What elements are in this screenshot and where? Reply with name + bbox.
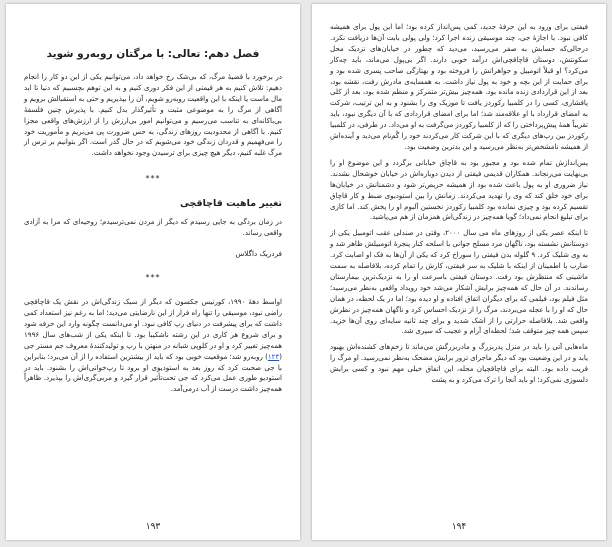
body-paragraph: پس‌اندازش تمام شده بود و مجبور بود به قاچاق خیابانی برگردد و این موضوع او را بی‌نهایت می‌رنجاند. همکاران قدیمی فیفتی از دیدن دوباره‌اش در خیابان خوشحال نشدند. نیاز ضروری او به پول باعث شده بود از همیشه حریص‌تر شود و دشمنانش در خیابان‌ها برای خود خلق کند که وی را تهدید می‌کردند. زمانش را بین استودیوی ضبط و کار قاچاق تقسیم کرده بود و چیزی نمانده بود کلمبیا رکوردز نخستین آلبوم او را پخش کند. اما کاری برای تبلیغ انجام نمی‌داد؛ گویا همه‌چیز در زندگی‌اش همزمان از هم می‌پاشید.	[330, 157, 588, 222]
body-paragraph	[24, 297, 282, 395]
body-paragraph: ماه‌هایی آتی را باید در منزل پدربزرگ و مادربزرگش می‌ماند تا زخم‌های کشنده‌اش بهبود یابد و در این وضعیت بود که دیگر ماجرای ترور برایش مضحک به‌نظر نمی‌رسید. او مرگ را قریب داده بود. البته برای قاچاقچیان محله، این اتفاق خیلی مهم نبود و کسی برایش دلسوزی نمی‌کرد؛ او باید آنجا را ترک می‌کرد و به پشت	[330, 342, 588, 385]
body-paragraph-text-end: ) روبه‌رو شد؛ موقعیت خوبی بود که باید از بیشترین استفاده را از آن می‌برد؛ بنابراین با جی صحبت کرد که روز بعد به استودیوی او برود تا رپ‌خوانی‌اش را بشنود. باید در استودیو طوری عمل می‌کرد که جی تحت‌تأثیر قرار گیرد و مربی‌گری‌اش را بپذیرد. ظاهراً همه‌چیز داشت درست از آب درمی‌آمد.	[24, 351, 282, 394]
epigraph-quote: در زمان بردگی به جایی رسیدم که دیگر از مردن نمی‌ترسیدم؛ روحیه‌ای که مرا به آزادی واقعی رساند.	[24, 217, 282, 238]
body-paragraph: تا اینکه عصر یکی از روزهای ماه می سال ۲۰۰۰، وقتی در صندلی عقب اتومبیل یکی از دوستانش نشسته بود، ناگهان مرد مسلح جوانی با اسلحه کنار پنجرهٔ اتومبیلش ظاهر شد و به وی شلیک کرد. ۹ گلوله بدن فیفتی را سوراخ کرد که یکی از آن‌ها به فک او اصابت کرد. ضارب با اطمینان از اینکه با شلیک به سر فیفتی، کارش را تمام کرده، بلافاصله به سمت ماشینی که منتظرش بود رفت. دوستان فیفتی باسرعت او را به نزدیک‌ترین بیمارستان رساندند. در آن حال که همه‌چیز برایش آشکار می‌شد خود رویداد واقعی به‌نظر می‌رسید؛ مثل فیلم بود، فیلمی که برای دیگران اتفاق افتاده و او دیده بود؛ اما در یک لحظه، در همان حال که او را با عجله می‌بردند، مرگ را از نزدیک احساس کرد و ناگهان همه‌چیز در نظرش واقعی شد. بلافاصله حرارتی را از اشک شدید و برای چند ثانیه سایه‌ای روی آن‌ها خزید. سپس همه چیز متوقف شد؛ لحظه‌ای آرام و عجیب که سپری شد.	[330, 228, 589, 336]
page-number: ۱۹۳	[145, 522, 161, 532]
left-page	[6, 4, 300, 540]
page-number: ۱۹۴	[451, 522, 467, 532]
section-separator: ***	[145, 174, 161, 184]
epigraph-author: فردریک داگلاس	[235, 249, 282, 259]
footnote-link[interactable]: ۱۲۴	[267, 351, 280, 361]
section-title: تغییر ماهیت قاچاقچی	[179, 198, 282, 210]
right-page	[312, 4, 606, 540]
intro-paragraph: در برخورد با قضیهٔ مرگ، که بی‌شک رخ خواهد داد، می‌توانیم یکی از این دو کار را انجام دهیم: تلاش کنیم به هر قیمتی از این فکر دوری کنیم و به این توهم بچسبیم که دنیا تا ابد مال ماست یا اینکه با این واقعیت روبه‌رو شویم، آن را بپذیریم و حتی به استقبالش برویم و آگاهی از مرگ را به موضوعی مثبت و تأثیرگذار بدل کنیم. با پذیرش چنین فلسفهٔ بی‌باکانه‌ای به تناسب می‌رسیم و می‌توانیم امور بی‌ارزش را از ارزش‌های واقعی مجزا کنیم. با آگاهی از محدودیت روزهای زندگی، به حس ضرورت پی می‌بریم و مأموریت خود را می‌فهمیم و قدردان زندگی خود می‌شویم که در حال گذر است. اگر بتوانیم بر ترس از مرگ غلبه کنیم، دیگر هیچ چیزی برای ترسیدن وجود نخواهد داشت.	[24, 72, 282, 158]
section-separator: ***	[145, 273, 161, 283]
body-paragraph-text-start: اواسط دههٔ ۱۹۹۰، کورتیس جکسون که دیگر از سبک زندگی‌اش در نقش یک قاچاقچی راضی نبود، موسیقی را تنها راه فرار از این نارضایتی می‌دید؛ اما به رغم نیز استعداد کمی داشت که برای پیشرفت در دنیای رپ کافی نبود. او می‌دانست چگونه وارد این حرفه شود و برای شروع هر کاری در این رشته ناشکیبا بود. تا اینکه یکی از شب‌های سال ۱۹۹۶ همه‌چیز تغییر کرد و او در کلوپی شبانه در منهتن با رپ و تولیدکنندهٔ معروف جم مستر جی (	[24, 297, 282, 361]
body-paragraph: فیفتی برای ورود به این حرفهٔ جدید، کمی پس‌انداز کرده بود؛ اما این پول برای همیشه کافی نبود. با اجازهٔ جی، چند موسیقی زنده اجرا کرد؛ ولی پولی بابت آن‌ها دریافت نکرد. درحالی‌که حسابش به صفر می‌رسید، می‌دید که چطور در خیابان‌های نزدیک محل سکونتش، دوستان قاچاقچی‌اش درآمد خوبی دارند. اگر بی‌پول می‌ماند، باید چه‌کار می‌کرد؟ او قبلاً اتومبیل و جواهراتش را فروخته بود و بهتازگی صاحب پسری شده بود و برای حمایت از این بچه و خود به پول نیاز داشت. به همسایه‌ی مادرش رفت، نقشه بود، بعد از این قراردادی زنده مانده بود. همه‌چیز بیش‌تر متمرکز و منظم شده بود، بعد از کلی پافشاری، کسی را در کلمبیا رکوردز یافت تا موزیک وی را بشنود و به این ترتیب، شرکت به امضای قرارداد با او علاقه‌مند شد؛ اما برای امضای قراردادی که با آن دیگری نبود، باید تقریباً همهٔ پیش‌پرداختی را که از کلمبیا رکوردز می‌گرفت به او می‌داد. در طرفی، در کلمبیا رکوردز بین رپ‌های دیگری که با این شرکت کار می‌کردند خود را گُم‌نام می‌دید و آینده‌اش از همیشه نامشخص‌تر به‌نظر می‌رسید و این بدترین وضعیت بود.	[330, 22, 588, 151]
chapter-title: فصل دهم: تعالی: با مرگتان روبه‌رو شوید	[46, 48, 260, 60]
